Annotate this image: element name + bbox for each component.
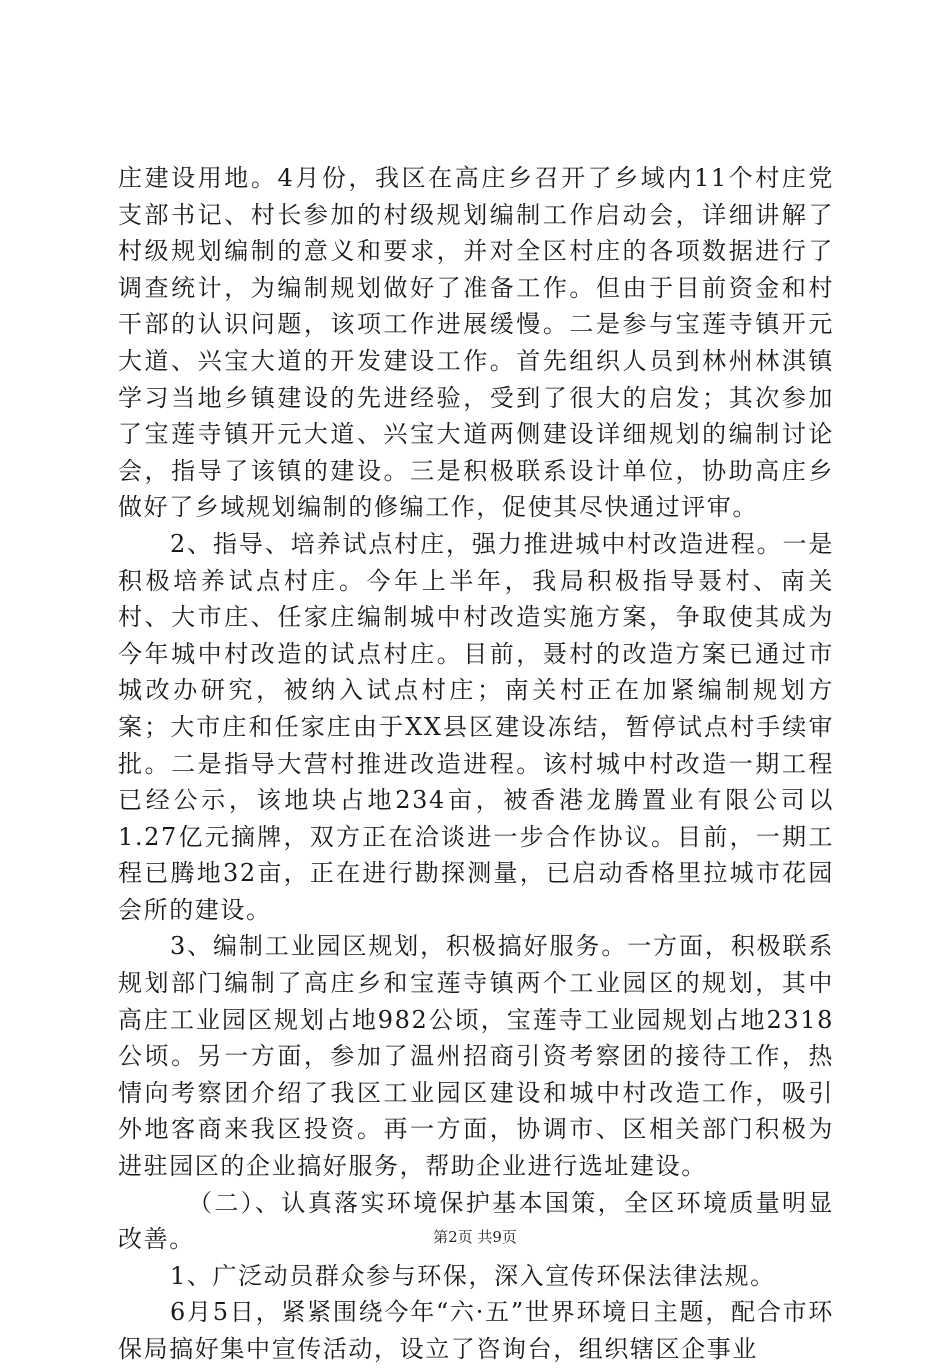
paragraph-continuation: 庄建设用地。4月份，我区在高庄乡召开了乡域内11个村庄党支部书记、村长参加的村级规划编制工作启动会，详细讲解了村级规划编制的意义和要求，并对全区村庄的各项数据进行了调查统计，为编制规划做好了准备工作。但由于目前资金和村干部的认识问题，该项工作进展缓慢。二是参与宝莲寺镇开元大道、兴宝大道的开发建设工作。首先组织人员到林州林淇镇学习当地乡镇建设的先进经验，受到了很大的启发；其次参加了宝莲寺镇开元大道、兴宝大道两侧建设详细规划的编制讨论会，指导了该镇的建设。三是积极联系设计单位，协助高庄乡做好了乡域规划编制的修编工作，促使其尽快通过评审。 bbox=[118, 164, 834, 522]
paragraph-industrial-park-planning: 3、编制工业园区规划，积极搞好服务。一方面，积极联系规划部门编制了高庄乡和宝莲寺镇两个工业园区的规划，其中高庄工业园区规划占地982公顷，宝莲寺工业园规划占地2318公顷。另一方面，参加了温州招商引资考察团的接待工作，热情向考察团介绍了我区工业园区建设和城中村改造工作，吸引外地客商来我区投资。再一方面，协调市、区相关部门积极为进驻园区的企业搞好服务，帮助企业进行选址建设。 bbox=[118, 932, 834, 1181]
paragraph-urban-village-renovation: 2、指导、培养试点村庄，强力推进城中村改造进程。一是积极培养试点村庄。今年上半年，我局积极指导聂村、南关村、大市庄、任家庄编制城中村改造实施方案，争取使其成为今年城中村改造的试点村庄。目前，聂村的改造方案已通过市城改办研究，被纳入试点村庄；南关村正在加紧编制规划方案；大市庄和任家庄由于XX县区建设冻结，暂停试点村手续审批。二是指导大营村推进改造进程。该村城中村改造一期工程已经公示，该地块占地234亩，被香港龙腾置业有限公司以1.27亿元摘牌，双方正在洽谈进一步合作协议。目前，一期工程已腾地32亩，正在进行勘探测量，已启动香格里拉城市花园会所的建设。 bbox=[118, 529, 834, 924]
document-body bbox=[118, 160, 834, 1368]
section-heading-environmental-protection: （二）、认真落实环境保护基本国策，全区环境质量明显改善。 bbox=[118, 1188, 834, 1254]
subheading-public-participation: 1、广泛动员群众参与环保，深入宣传环保法律法规。 bbox=[170, 1261, 776, 1290]
page-number-footer: 第2页 共9页 bbox=[433, 1228, 517, 1246]
paragraph-environment-day: 6月5日，紧紧围绕今年“六·五”世界环境日主题，配合市环保局搞好集中宣传活动，设立了咨询台，组织辖区企事业 bbox=[118, 1298, 834, 1363]
